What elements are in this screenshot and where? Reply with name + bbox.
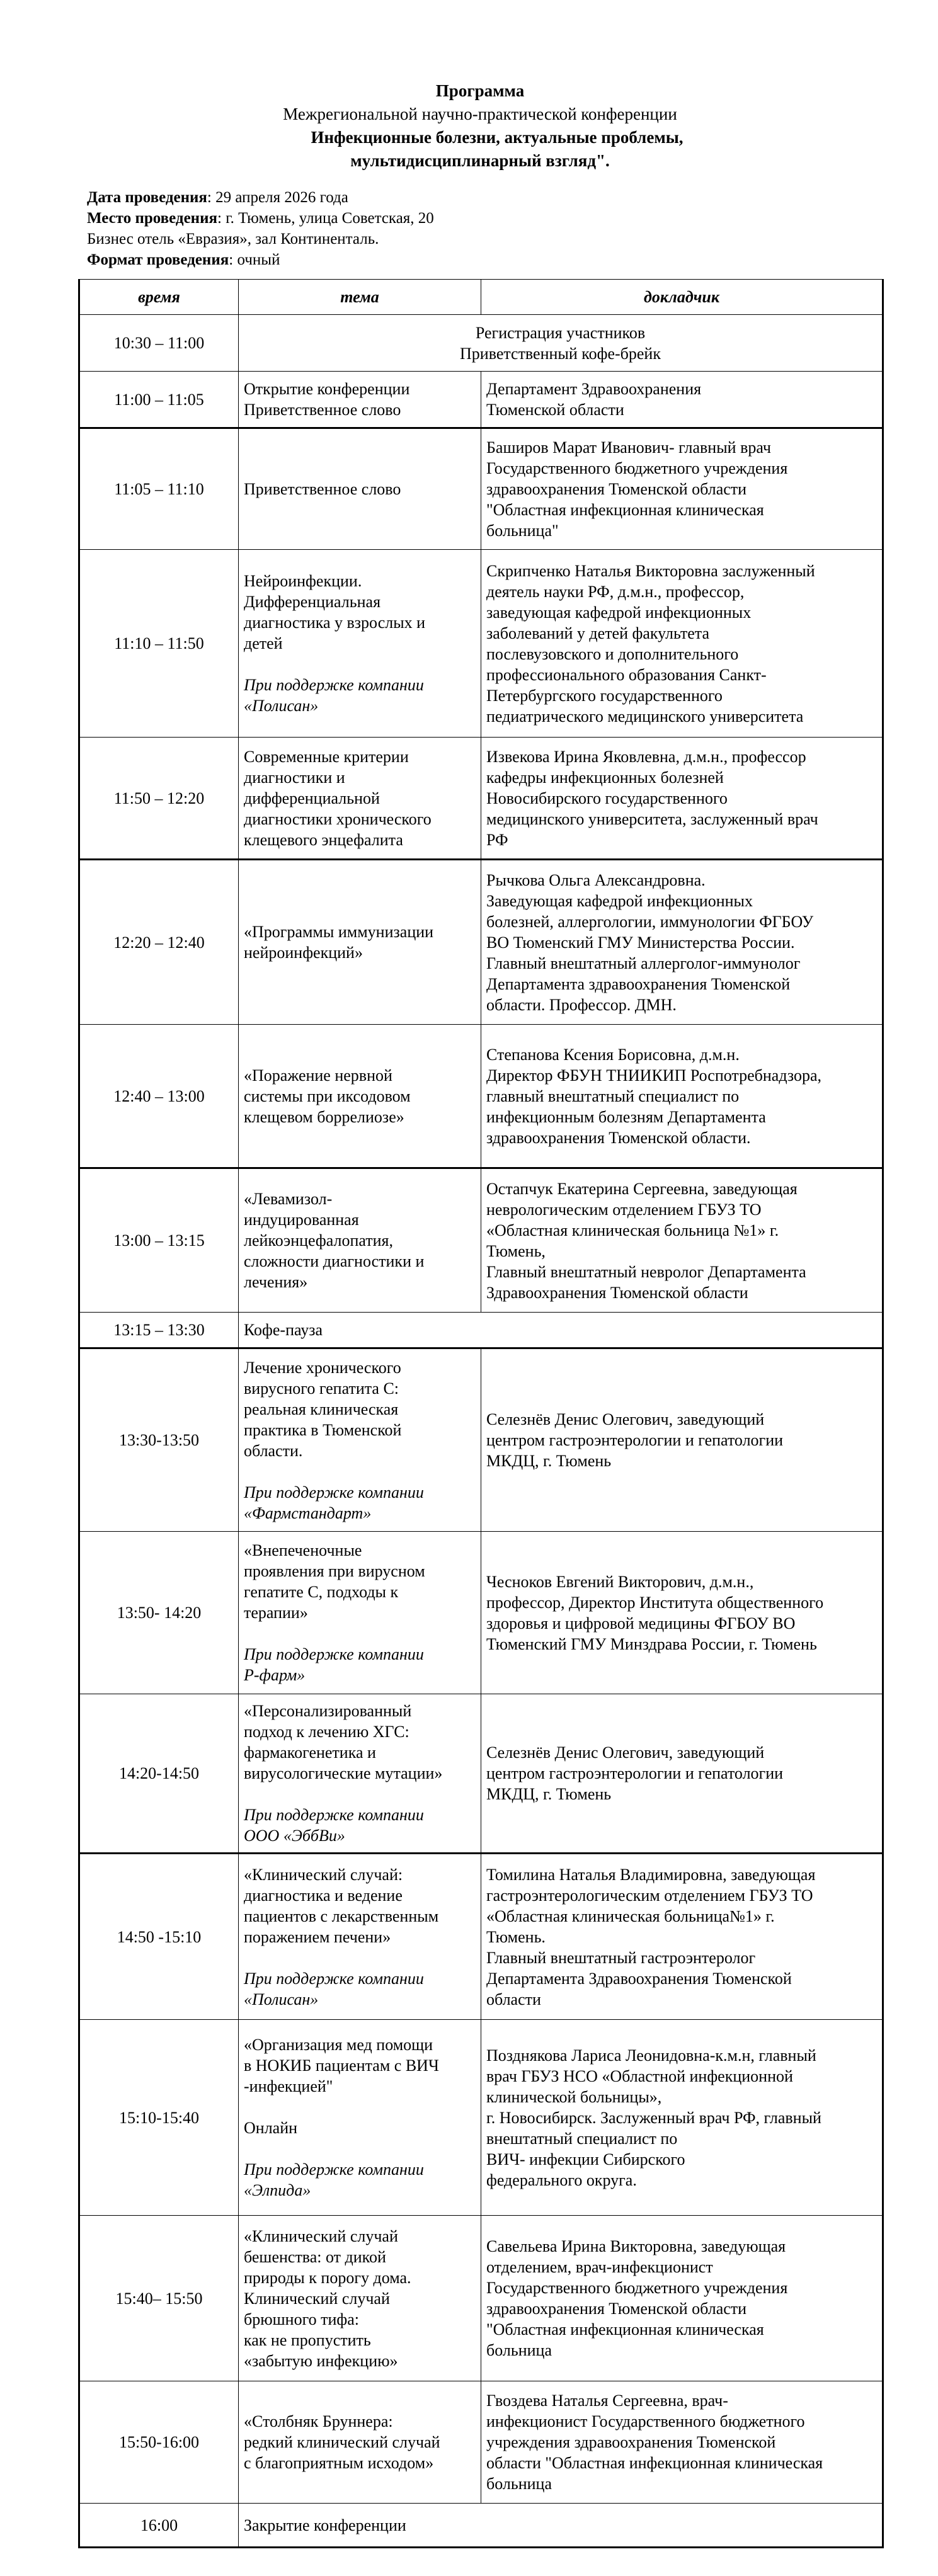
speaker-line: педиатрического медицинского университета [486,707,804,726]
speaker-line: Скрипченко Наталья Викторовна заслуженный [486,561,815,580]
merged-line: Приветственный кофе-брейк [460,344,661,363]
speaker-line: Баширов Марат Иванович- главный врач [486,438,771,457]
speaker-line: области "Областная инфекционная клиническая [486,2454,823,2472]
topic-line: диагностики и [244,768,345,787]
time-cell: 14:20-14:50 [79,1694,239,1854]
sponsor-note [244,1804,476,1846]
topic-line: диагностики хронического [244,809,432,828]
sponsor-line: «Фармстандарт» [244,1503,372,1522]
speaker-cell [481,2216,883,2381]
speaker-line: Главный внештатный аллерголог-иммунолог [486,954,801,972]
event-format-label: Формат проведения [87,251,229,268]
speaker-line: Селезнёв Денис Олегович, заведующий [486,1410,765,1428]
topic-line: вирусологические мутации» [244,1764,443,1782]
topic-cell [239,2020,481,2216]
table-row [79,1348,883,1532]
topic-line: лечения» [244,1273,308,1291]
speaker-line: гастроэнтерологическим отделением ГБУЗ ТО [486,1886,813,1905]
speaker-line: области. Профессор. ДМН. [486,995,677,1014]
speaker-line: Савельева Ирина Викторовна, заведующая [486,2237,786,2255]
time-cell: 12:40 – 13:00 [79,1025,239,1168]
speaker-line: заведующая кафедрой инфекционных [486,603,752,622]
speaker-line: здравоохранения Тюменской области [486,480,747,498]
program-table [78,279,884,2548]
speaker-line: инфекционист Государственного бюджетного [486,2412,805,2431]
speaker-line: инфекционным болезням Департамента [486,1107,766,1126]
speaker-line: медицинского университета, заслуженный врач [486,809,818,828]
table-row [79,1168,883,1313]
sponsor-line: При поддержке компании [244,2160,424,2179]
speaker-cell [481,1854,883,2020]
time-cell: 11:05 – 11:10 [79,428,239,550]
topic-line: «Левамизол- [244,1190,333,1208]
speaker-cell [481,1025,883,1168]
speaker-line: Петербургского государственного [486,686,723,705]
speaker-line: Чесноков Евгений Викторович, д.м.н., [486,1572,754,1591]
topic-cell [239,1168,481,1313]
topic-line: «Персонализированный [244,1702,412,1720]
sponsor-note [244,1968,476,2010]
speaker-cell [481,738,883,860]
topic-line: фармакогенетика и [244,1743,376,1762]
speaker-line: Томилина Наталья Владимировна, заведующая [486,1865,816,1884]
column-header-topic: тема [239,280,481,315]
topic-line: диагностика у взрослых и [244,613,426,632]
speaker-line: больница [486,2475,552,2493]
speaker-line: Тюменский ГМУ Минздрава России, г. Тюмень [486,1634,817,1653]
speaker-line: МКДЦ, г. Тюмень [486,1785,612,1803]
conference-name-line-2: мультидисциплинарный взгляд". [350,151,610,170]
topic-line: «Организация мед помощи [244,2036,433,2054]
sponsor-line: При поддержке компании [244,1645,424,1663]
speaker-line: здоровья и цифровой медицины ФГБОУ ВО [486,1614,796,1633]
topic-cell [239,2216,481,2381]
topic-line: Приветственное слово [244,480,401,498]
time-cell: 10:30 – 11:00 [79,315,239,372]
speaker-line: Позднякова Лариса Леонидовна-к.м.н, главный [486,2046,816,2065]
merged-cell: Закрытие конференции [239,2504,883,2548]
time-cell: 11:50 – 12:20 [79,738,239,860]
topic-line: брюшного тифа: [244,2310,359,2328]
speaker-line: «Областная клиническая больница №1» г. [486,1221,779,1240]
speaker-cell [481,1532,883,1694]
sponsor-line: При поддержке компании [244,1806,424,1824]
column-header-time: время [79,280,239,315]
speaker-line: Департамента Здравоохранения Тюменской [486,1969,792,1988]
speaker-line: Заведующая кафедрой инфекционных [486,891,753,910]
speaker-line: Тюмень. [486,1927,546,1946]
speaker-cell [481,2020,883,2216]
page-title: Программа [435,81,525,100]
sponsor-line: «Элпида» [244,2181,311,2199]
table-row [79,1313,883,1348]
topic-cell [239,860,481,1025]
topic-cell [239,1532,481,1694]
speaker-line: здравоохранения Тюменской области. [486,1128,751,1147]
table-row [79,428,883,550]
topic-line: бешенства: от дикой [244,2247,386,2266]
speaker-cell [481,1168,883,1313]
speaker-line: "Областная инфекционная клиническая [486,501,764,519]
speaker-line: Остапчук Екатерина Сергеевна, заведующая [486,1179,798,1198]
speaker-line: Директор ФБУН ТНИИКИП Роспотребнадзора, [486,1066,822,1085]
topic-line: природы к порогу дома. [244,2268,411,2287]
speaker-line: Рычкова Ольга Александровна. [486,870,706,889]
sponsor-line: ООО «ЭббВи» [244,1827,345,1845]
sponsor-note [244,2159,476,2201]
speaker-line: здравоохранения Тюменской области [486,2300,747,2318]
time-cell: 13:50- 14:20 [79,1532,239,1694]
topic-cell [239,428,481,550]
table-row [79,2216,883,2381]
table-header-row [79,280,883,315]
time-cell: 13:30-13:50 [79,1348,239,1532]
topic-line: индуцированная [244,1211,359,1229]
time-cell: 15:50-16:00 [79,2381,239,2504]
document-header [78,79,882,173]
topic-line: «Столбняк Бруннера: [244,2412,393,2431]
topic-line: терапии» [244,1604,308,1622]
speaker-line: Гвоздева Наталья Сергеевна, врач- [486,2391,728,2410]
topic-line: «Поражение нервной [244,1066,392,1085]
event-date [87,187,434,208]
topic-line: клещевого энцефалита [244,830,403,849]
sponsor-line: При поддержке компании [244,1969,424,1988]
sponsor-line: При поддержке компании [244,676,424,694]
topic-cell [239,1854,481,2020]
sponsor-note [244,1482,476,1524]
table-row [79,860,883,1025]
event-format [87,249,434,270]
topic-line: подход к лечению ХГС: [244,1723,409,1741]
speaker-line: области [486,1990,541,2009]
topic-line: «Клинический случай: [244,1865,403,1884]
speaker-cell [481,1348,883,1532]
topic-cell [239,738,481,860]
topic-line: Дифференциальная [244,593,381,611]
speaker-line: кафедры инфекционных болезней [486,768,724,787]
speaker-line: Главный внештатный невролог Департамента [486,1262,806,1281]
speaker-line: Степанова Ксения Борисовна, д.м.н. [486,1045,740,1064]
topic-line: Современные критерии [244,747,409,766]
time-cell: 12:20 – 12:40 [79,860,239,1025]
topic-line: диагностика и ведение [244,1886,403,1905]
speaker-line: ВИЧ- инфекции Сибирского [486,2150,685,2169]
topic-line: в НОКИБ пациентам с ВИЧ [244,2056,439,2075]
event-format-value: : очный [229,251,280,268]
table-row [79,550,883,738]
event-venue: Бизнес отель «Евразия», зал Континенталь. [87,231,379,248]
time-cell: 15:10-15:40 [79,2020,239,2216]
speaker-line: федерального округа. [486,2170,637,2189]
speaker-line: внештатный специалист по [486,2129,678,2148]
sponsor-line: При поддержке компании [244,1483,424,1502]
table-row [79,2020,883,2216]
topic-line: Открытие конференции [244,380,410,398]
topic-cell [239,1025,481,1168]
speaker-line: неврологическим отделением ГБУЗ ТО [486,1200,762,1219]
program-table-body [79,315,883,2548]
speaker-cell [481,860,883,1025]
speaker-line: больница" [486,521,559,540]
event-info [87,187,434,270]
topic-line: Приветственное слово [244,401,401,419]
topic-line: «Клинический случай [244,2226,398,2245]
event-date-label: Дата проведения [87,189,207,206]
speaker-line: Департамента здравоохранения Тюменской [486,974,791,993]
topic-line: проявления при вирусном [244,1562,425,1580]
topic-line: редкий клинический случай [244,2433,440,2451]
table-row [79,315,883,372]
event-place-label: Место проведения [87,210,217,227]
speaker-cell [481,428,883,550]
speaker-line: главный внештатный специалист по [486,1086,740,1105]
table-row [79,372,883,428]
speaker-line: Тюменской области [486,401,624,419]
speaker-line: больница [486,2341,552,2359]
topic-line: сложности диагностики и [244,1252,425,1270]
speaker-line: Селезнёв Денис Олегович, заведующий [486,1743,765,1762]
speaker-line: Государственного бюджетного учреждения [486,459,788,477]
speaker-line: Извекова Ирина Яковлевна, д.м.н., профессор [486,747,806,766]
speaker-line: центром гастроэнтерологии и гепатологии [486,1764,784,1782]
topic-line: лейкоэнцефалопатия, [244,1231,394,1250]
topic-line: гепатите С, подходы к [244,1583,399,1601]
time-cell: 16:00 [79,2504,239,2548]
speaker-line: заболеваний у детей факультета [486,624,709,642]
topic-line: Лечение хронического [244,1358,401,1377]
topic-line: практика в Тюменской [244,1420,402,1439]
speaker-line: МКДЦ, г. Тюмень [486,1452,612,1470]
speaker-cell [481,1694,883,1854]
table-row [79,2504,883,2548]
topic-cell [239,1348,481,1532]
time-cell: 14:50 -15:10 [79,1854,239,2020]
speaker-line: Департамент Здравоохранения [486,380,702,398]
speaker-line: "Областная инфекционная клиническая [486,2320,764,2339]
speaker-line: Главный внештатный гастроэнтеролог [486,1948,756,1967]
speaker-cell [481,550,883,738]
event-date-value: : 29 апреля 2026 года [207,189,348,206]
speaker-line: профессор, Директор Института общественного [486,1593,824,1612]
table-row [79,2381,883,2504]
topic-cell [239,2381,481,2504]
conference-name-line-1: Инфекционные болезни, актуальные проблемы, [311,128,683,147]
table-row [79,1694,883,1854]
speaker-line: Государственного бюджетного учреждения [486,2279,788,2297]
merged-cell [239,315,883,372]
speaker-line: профессионального образования Санкт- [486,665,767,684]
speaker-cell [481,372,883,428]
speaker-line: Здравоохранения Тюменской области [486,1283,748,1302]
topic-cell [239,1694,481,1854]
merged-cell: Кофе-пауза [239,1313,883,1348]
topic-line: клещевом боррелиозе» [244,1107,404,1126]
time-cell: 15:40– 15:50 [79,2216,239,2381]
column-header-speaker: докладчик [481,280,883,315]
speaker-line: г. Новосибирск. Заслуженный врач РФ, главный [486,2108,821,2127]
topic-line: «Внепеченочные [244,1541,362,1559]
topic-cell [239,550,481,738]
topic-line: системы при иксодовом [244,1086,411,1105]
speaker-line: ВО Тюменский ГМУ Министерства России. [486,933,795,952]
speaker-line: РФ [486,830,508,849]
format-note: Онлайн [244,2119,298,2137]
topic-line: как не пропустить [244,2330,371,2349]
speaker-cell [481,2381,883,2504]
table-row [79,1025,883,1168]
speaker-line: послевузовского и дополнительного [486,644,739,663]
page-subtitle: Межрегиональной научно-практической конференции [283,105,677,123]
speaker-line: отделением, врач-инфекционист [486,2258,713,2276]
topic-line: Нейроинфекции. [244,572,362,590]
topic-line: вирусного гепатита С: [244,1379,399,1398]
table-row [79,1854,883,2020]
sponsor-line: «Полисан» [244,697,319,715]
event-place-value: : г. Тюмень, улица Советская, 20 [217,210,434,227]
sponsor-line: «Полисан» [244,1990,319,2009]
topic-line: -инфекцией" [244,2077,333,2095]
time-cell: 11:10 – 11:50 [79,550,239,738]
sponsor-note [244,1644,476,1685]
topic-cell [239,372,481,428]
speaker-line: клинической больницы», [486,2087,662,2106]
speaker-line: учреждения здравоохранения Тюменской [486,2433,776,2451]
speaker-line: Новосибирского государственного [486,789,728,807]
topic-line: нейроинфекций» [244,943,363,962]
table-row [79,1532,883,1694]
merged-line: Регистрация участников [475,323,646,342]
speaker-line: врач ГБУЗ НСО «Областной инфекционной [486,2066,793,2085]
topic-line: Клинический случай [244,2289,390,2308]
sponsor-note [244,675,476,716]
sponsor-line: Р-фарм» [244,1666,306,1684]
event-place [87,208,434,229]
speaker-line: Тюмень, [486,1241,546,1260]
time-cell: 11:00 – 11:05 [79,372,239,428]
time-cell: 13:15 – 13:30 [79,1313,239,1348]
speaker-line: деятель науки РФ, д.м.н., профессор, [486,582,745,601]
table-row [79,738,883,860]
topic-line: «забытую инфекцию» [244,2351,398,2370]
speaker-line: центром гастроэнтерологии и гепатологии [486,1431,784,1449]
topic-line: дифференциальной [244,789,380,807]
topic-line: детей [244,634,283,653]
speaker-line: «Областная клиническая больница№1» г. [486,1906,775,1925]
speaker-line: болезней, аллергологии, иммунологии ФГБОУ [486,912,814,931]
topic-line: реальная клиническая [244,1399,399,1418]
topic-line: с благоприятным исходом» [244,2454,434,2472]
time-cell: 13:00 – 13:15 [79,1168,239,1313]
topic-line: поражением печени» [244,1927,391,1946]
topic-line: пациентов с лекарственным [244,1906,439,1925]
topic-line: «Программы иммунизации [244,923,434,941]
topic-line: области. [244,1441,303,1460]
